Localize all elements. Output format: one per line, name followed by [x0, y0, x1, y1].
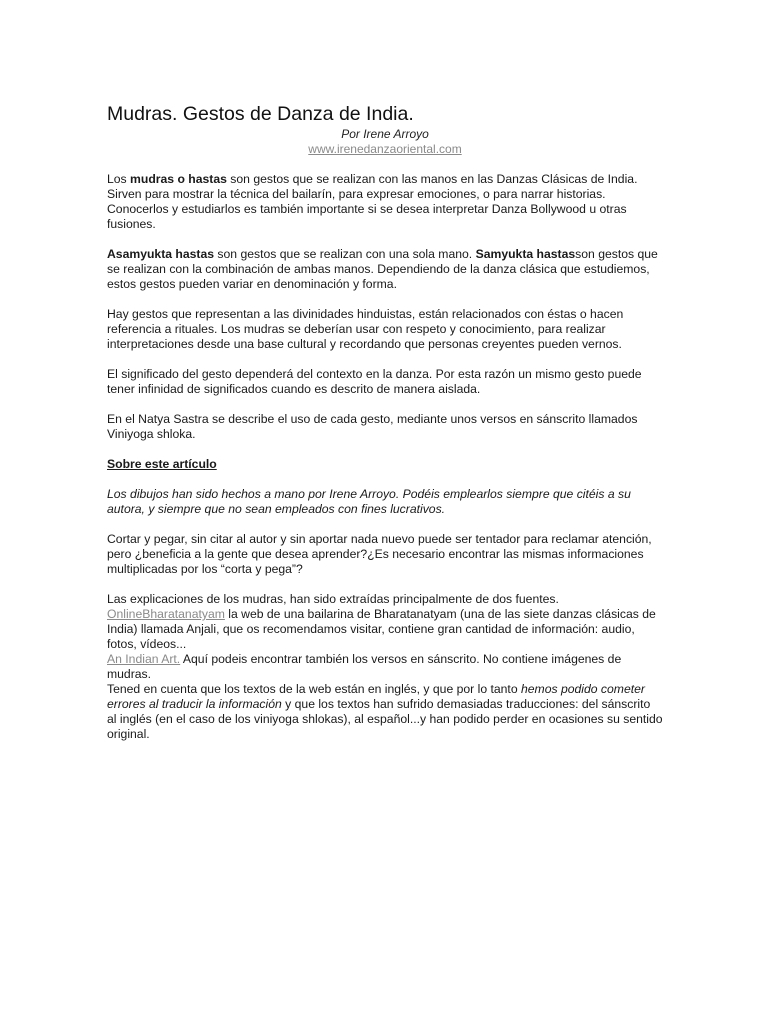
website-line: [107, 142, 663, 157]
section-heading: Sobre este artículo: [107, 457, 217, 471]
divinities-paragraph: Hay gestos que representan a las divinidades hinduistas, están relacionados con éstas o hacen referencia a rituales. Los mudras se deberían usar con respeto y conocimiento, para realizar interpretaciones desde una base cultural y recordando que personas creyentes pueden vernos.: [107, 307, 624, 351]
intro-bold-term: mudras o hastas: [130, 172, 227, 186]
samyukta-term: Samyukta hastas: [475, 247, 576, 261]
translation-note-italic: hemos podido cometer errores al traducir la información: [107, 682, 645, 711]
translation-note-c: y que los textos han sufrido demasiadas traducciones: del sánscrito al inglés (en el caso de los viniyoga shlokas), al español...y han podido perder en ocasiones su sentido original.: [107, 697, 663, 741]
sources-intro: Las explicaciones de los mudras, han sido extraídas principalmente de dos fuentes.: [107, 592, 559, 606]
intro-paragraph: [107, 172, 663, 232]
natya-sastra-paragraph: En el Natya Sastra se describe el uso de cada gesto, mediante unos versos en sánscrito llamados Viniyoga shloka.: [107, 412, 638, 441]
asamyukta-term: Asamyukta hastas: [107, 247, 215, 261]
translation-note-a: Tened en cuenta que los textos de la web están en inglés, y que por lo tanto: [107, 682, 521, 696]
author-byline: Por Irene Arroyo: [341, 127, 429, 141]
meaning-paragraph: El significado del gesto dependerá del contexto en la danza. Por esta razón un mismo gesto puede tener infinidad de significados cuando es descrito de manera aislada.: [107, 367, 642, 396]
hastas-paragraph: [107, 247, 663, 292]
online-bharatanatyam-text: la web de una bailarina de Bharatanatyam (una de las siete danzas clásicas de India) llamada Anjali, que os recomendamos visitar, contiene gran cantidad de información: audio, fotos, vídeos...: [107, 607, 656, 651]
copy-paste-paragraph: Cortar y pegar, sin citar al autor y sin aportar nada nuevo puede ser tentador para reclamar atención, pero ¿beneficia a la gente que desea aprender?¿Es necesario encontrar las mismas informaciones multiplicadas por los “corta y pega”?: [107, 532, 652, 576]
an-indian-art-link[interactable]: An Indian Art.: [107, 652, 181, 666]
asamyukta-text: son gestos que se realizan con una sola mano.: [214, 247, 476, 261]
page-title: Mudras. Gestos de Danza de India.: [107, 103, 414, 125]
intro-text-c: son gestos que se realizan con las manos en las Danzas Clásicas de India. Sirven para mostrar la técnica del bailarín, para expresar emociones, o para narrar historias. Conocerlos y estudiarlos es también importante si se desea interpretar Danza Bollywood u otras fusiones.: [107, 172, 638, 231]
drawings-paragraph: Los dibujos han sido hechos a mano por Irene Arroyo. Podéis emplearlos siempre que citéis a su autora, y siempre que no sean empleados con fines lucrativos.: [107, 487, 631, 516]
samyukta-text: son gestos que se realizan con la combinación de ambas manos. Dependiendo de la danza clásica que estudiemos, estos gestos pueden variar en denominación y forma.: [107, 247, 658, 291]
online-bharatanatyam-link[interactable]: OnlineBharatanatyam: [107, 607, 225, 621]
website-link[interactable]: www.irenedanzaoriental.com: [308, 142, 462, 156]
sources-paragraph: [107, 592, 663, 742]
an-indian-art-text: Aquí podeis encontrar también los versos en sánscrito. No contiene imágenes de mudras.: [107, 652, 622, 681]
intro-text-a: Los: [107, 172, 131, 186]
document-page: [107, 102, 663, 742]
